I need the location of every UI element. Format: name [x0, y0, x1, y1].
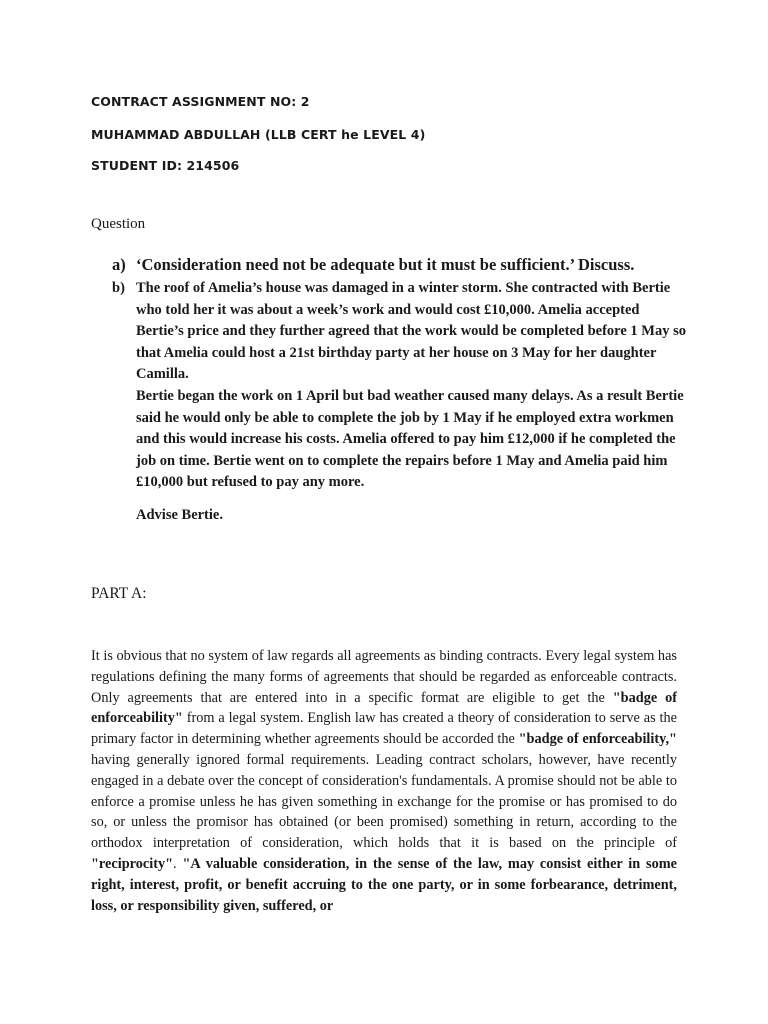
part-a-bold-1: "badge of enforceability" — [91, 689, 678, 727]
question-b-item — [112, 278, 686, 527]
question-b — [112, 278, 686, 527]
part-a-text-1: It is obvious that no system of law regards all agreements as binding contracts. Every legal system has regulations defining the many forms of agreements that should be regarded as enforceable contracts. Only agreements that are entered into in a specific format are eligible to get the — [91, 648, 677, 706]
question-a-text: ‘Consideration need not be adequate but it must be sufficient.’ Discuss. — [136, 255, 635, 274]
part-a-bold-3: "reciprocity" — [91, 855, 174, 872]
part-a-title: PART A: — [91, 585, 147, 602]
part-a-bold-2: "badge of enforceability," — [518, 731, 677, 748]
part-a-body — [91, 646, 677, 916]
question-heading: Question — [91, 216, 146, 232]
question-a-marker: a) — [112, 255, 126, 274]
question-a-item — [112, 254, 686, 276]
assignment-title: CONTRACT ASSIGNMENT NO: 2 — [91, 94, 310, 109]
question-b-paragraph-1: The roof of Amelia’s house was damaged in a winter storm. She contracted with Bertie who told her it was about a week’s work and would cost £10,000. Amelia accepted Bertie’s price and they further agreed that the work would be completed before 1 May so that Amelia could host a 21st birthday party at her house on 3 May for her daughter Camilla. — [136, 280, 686, 383]
student-id: STUDENT ID: 214506 — [91, 158, 240, 173]
question-b-marker: b) — [112, 280, 125, 296]
part-a-text-3: having generally ignored formal requirements. Leading contract scholars, however, have recently engaged in a debate over the concept of consideration's fundamentals. A promise should not be able to enforce a promise unless he has given something in exchange for the promise or has promised to do so, or unless the promisor has obtained (or been promised) something in return, according to the orthodox interpretation of consideration, which holds that it is based on the principle of — [91, 751, 677, 852]
question-b-advise: Advise Bertie. — [136, 506, 223, 523]
student-name: MUHAMMAD ABDULLAH (LLB CERT he LEVEL 4) — [91, 127, 426, 142]
question-b-paragraph-2: Bertie began the work on 1 April but bad weather caused many delays. As a result Bertie said he would only be able to complete the job by 1 May if he employed extra workmen and this would increase his costs. Amelia offered to pay him £12,000 if he completed the job on time. Bertie went on to complete the repairs before 1 May and Amelia paid him £10,000 but refused to pay any more. — [136, 387, 684, 491]
part-a-text-4: . — [173, 855, 183, 872]
part-a-text-2: from a legal system. English law has created a theory of consideration to serve as the primary factor in determining whether agreements should be accorded the — [91, 710, 677, 748]
question-a — [112, 254, 686, 276]
part-a-bold-4: "A valuable consideration, in the sense of the law, may consist either in some right, interest, profit, or benefit accruing to the one party, or in some forbearance, detriment, loss, or responsibility given, suffered, or — [91, 855, 677, 914]
